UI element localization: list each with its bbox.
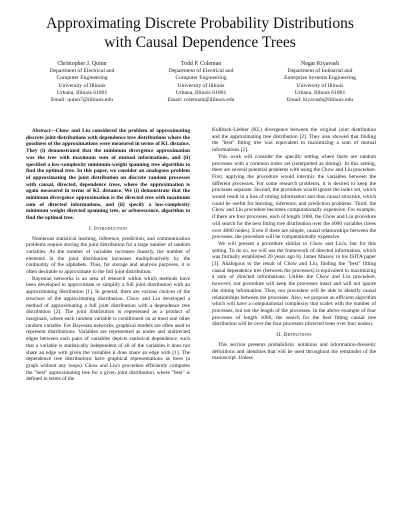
author-univ: University of Illinois	[296, 82, 344, 89]
author-dept: Department of Industrial and	[287, 68, 353, 75]
body-paragraph: Numerous statistical learning, inference, prediction, and communication problems require storing the joint distribution for a large number of random variables. As the number of variables increases linearly, the number of elements in the joint distribution increases multiplicatively by the cardinality of the alphabets. Thus, for storage and analysis purposes, it is often desirable to approximate to the full joint distribution.	[26, 235, 190, 276]
author-name: Negar Kiyavash	[300, 61, 340, 67]
body-paragraph: Bayesian networks is an area of research within which methods have been developed to approximate or simplify a full joint distribution with an approximating distribution [1]. In general, there are various choices of the structure of the approximating distribution. Chow and Liu developed a method of approximating a full joint distribution with a dependence tree distribution [2]. The joint distribution is represented as a product of marginals, where each random variable is conditioned on at most one other random variable. For Bayesian networks, graphical models are often used to represent distributions. Variables are represented as nodes and undirected edges between each pairs of variables depicts statistical dependence, such that a variable is statistically independent of all of the variables it does not share an edge with given the variables it does share an edge with [1]. The dependence tree distributions have graphical representations as trees (a graph without any loops). Chow and Liu's procedure efficiently computes the "best" approximating tree for a given joint distribution, where "best" is defined in terms of the	[26, 275, 190, 383]
author-1	[26, 61, 138, 104]
paper-title	[40, 14, 360, 52]
body-paragraph: This work will consider the specific setting where there are random processes with a common index set (interpreted as timing). In this setting, there are several potential problems with using the Chow and Liu procedure. First, applying the procedure would intermix the variables between the different processes. For some research problems, it is desired to keep the processes separate. Second, the procedure would ignore the index set, which would result in a loss of timing information and thus causal structure, which could be useful for learning, inference, and prediction problems. Third, the Chow and Liu procedure becomes computationally expensive. For example, if there are four processes, each of length 1000, the Chow and Liu procedure will search for the best fitting tree distribution over the 4000 variables (trees over 4000 nodes). Even if there are simple, causal relationships between the processes, the procedure will be computationally expensive.	[212, 153, 376, 241]
author-email: Email: colemant@illinois.edu	[167, 97, 235, 104]
abstract	[26, 128, 190, 222]
author-3	[264, 61, 376, 104]
author-email: Email: kiyavash@illinois.edu	[286, 97, 354, 104]
abstract-label: Abstract	[32, 128, 51, 134]
abstract-text: —Chow and Liu considered the problem of approximating discrete joint distributions with dependence tree distributions where the goodness of the approximations were measured in terms of KL distance. They (i) demonstrated that the minimum divergence approximation was the tree with maximum sum of mutual informations, and (ii) specified a low-complexity minimum-weight spanning tree algorithm to find the optimal tree. In this paper, we consider an analogous problem of approximating the joint distribution on discrete random processes with causal, directed, dependence trees, where the approximation is again measured in terms of KL distance. We (i) demonstrate that the minimum divergence approximation is the directed tree with maximum sum of directed informations, and (ii) specify a low-complexity minimum weight directed spanning tree, or arborescence, algorithm to find the optimal tree.	[26, 128, 190, 222]
right-column	[212, 127, 376, 362]
author-dept: Department of Electrical and	[168, 68, 234, 75]
author-2	[145, 61, 257, 104]
body-paragraph: We will present a procedure similar to Chow and Liu's, but for this setting. To do so, we will use the framework of directed information, which was formally established 20 years ago by James Massey in his ISITA paper [3]. Analogous to the result of Chow and Liu, finding the "best" fitting causal dependence tree (between the processes) is equivalent to maximizing a sum of directed informations. Unlike the Chow and Liu procedure, however, our procedure will keep the processes intact and will not ignore the timing information. Thus, our procedure will be able to identify causal relationships between the processes. Also, we propose an efficient algorithm which will have a computational complexity that scales with the number of processes, but not the length of the processes. In the above example of four processes of length 1000, the search for the best fitting causal tree distribution will be over the four processes (directed trees over four nodes).	[212, 240, 376, 328]
author-dept: Computer Engineering	[175, 75, 227, 82]
author-city: Urbana, Illinois 61801	[175, 89, 227, 96]
author-univ: University of Illinois	[177, 82, 225, 89]
author-block	[26, 61, 376, 104]
left-column	[26, 128, 190, 383]
author-name: Todd P. Coleman	[180, 61, 222, 67]
author-dept: Enterprise Systems Engineering	[284, 75, 356, 82]
body-paragraph: Kullback-Liebler (KL) divergence between the original joint distribution and the approximating tree distribution [2]. They also showed that finding the "best" fitting tree was equivalent to maximizing a sum of mutual informations [2].	[212, 127, 376, 154]
section-heading-definitions: II. Definitions	[276, 332, 312, 339]
author-univ: University of Illinois	[58, 82, 106, 89]
author-dept: Computer Engineering	[56, 75, 108, 82]
author-city: Urbana, Illinois 61801	[294, 89, 346, 96]
author-city: Urbana, Illinois 61801	[56, 89, 108, 96]
section-heading-introduction: I. Introduction	[88, 225, 128, 232]
author-email: Email: quinn7@illinois.edu	[50, 97, 114, 104]
body-paragraph: This section presents probabilistic notations and information-theoretic definitions and identities that will be used throughout the remainder of the manuscript. Unless	[212, 341, 376, 362]
title-line-1: Approximating Discrete Probability Distributions	[46, 15, 354, 32]
author-name: Christopher J. Quinn	[57, 61, 107, 67]
author-dept: Department of Electrical and	[49, 68, 115, 75]
title-line-2: with Causal Dependence Trees	[104, 34, 296, 51]
